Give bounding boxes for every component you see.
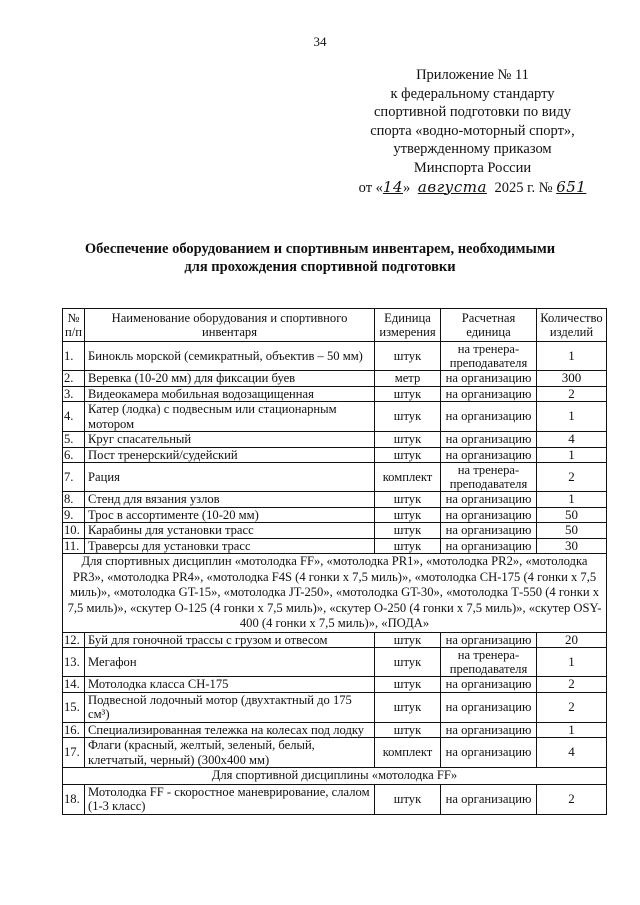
row-unit: штук	[375, 692, 441, 722]
row-name: Круг спасательный	[85, 432, 375, 448]
row-qty: 4	[537, 738, 607, 768]
table-row	[63, 463, 607, 492]
row-num: 4.	[63, 402, 85, 432]
row-unit: штук	[375, 507, 441, 523]
header-calc: Расчетная единица	[441, 309, 537, 342]
row-num: 14.	[63, 677, 85, 693]
row-qty: 1	[537, 492, 607, 508]
table-row	[63, 447, 607, 463]
row-name: Флаги (красный, желтый, зеленый, белый, клетчатый, черный) (300х400 мм)	[85, 738, 375, 768]
row-qty: 2	[537, 784, 607, 814]
title-line: Обеспечение оборудованием и спортивным инвентарем, необходимыми	[84, 241, 556, 257]
row-name: Пост тренерский/судейский	[85, 447, 375, 463]
section-row	[63, 768, 607, 785]
section-heading: Для спортивных дисциплин «мотолодка FF», «мотолодка PR1», «мотолодка PR2», «мотолодка PR3», «мотолодка PR4», «мотолодка F4S (4 гонки х 7,5 миль)», «мотолодка СН-175 (4 гонки х 7,5 миль)», «мотолодка GT-15», «мотолодка JT-250», «мотолодка GT-30», «мотолодка Т-550 (4 гонки х 7,5 миль)», «скутер О-125 (4 гонки х 7,5 миль)», «скутер О-250 (4 гонки х 7,5 миль)», «скутер OSY-400 (4 гонки х 7,5 миль)», «ПОДА»	[63, 554, 607, 633]
row-qty: 30	[537, 538, 607, 554]
row-unit: комплект	[375, 463, 441, 492]
appendix-date-line	[340, 178, 605, 198]
row-calc	[441, 342, 537, 371]
row-unit: метр	[375, 371, 441, 387]
table-row	[63, 371, 607, 387]
table-row	[63, 523, 607, 539]
row-qty: 1	[537, 447, 607, 463]
row-qty: 1	[537, 722, 607, 738]
row-qty: 300	[537, 371, 607, 387]
row-name: Буй для гоночной трассы с грузом и отвесом	[85, 632, 375, 648]
row-num: 13.	[63, 648, 85, 677]
row-name: Стенд для вязания узлов	[85, 492, 375, 508]
table-row	[63, 492, 607, 508]
row-qty: 2	[537, 386, 607, 402]
row-name: Мотолодка FF - скоростное маневрирование, слалом (1-3 класс)	[85, 784, 375, 814]
table-row	[63, 632, 607, 648]
header-name: Наименование оборудования и спортивного инвентаря	[85, 309, 375, 342]
row-calc: на организацию	[441, 507, 537, 523]
title-line: для прохождения спортивной подготовки	[184, 259, 456, 275]
equipment-table	[62, 308, 607, 815]
row-calc: на организацию	[441, 722, 537, 738]
row-calc	[441, 648, 537, 677]
document-title	[0, 240, 640, 276]
row-unit: комплект	[375, 738, 441, 768]
row-num: 12.	[63, 632, 85, 648]
table-row	[63, 648, 607, 677]
row-calc: на организацию	[441, 692, 537, 722]
row-calc: на организацию	[441, 492, 537, 508]
row-num: 1.	[63, 342, 85, 371]
appendix-line: спортивной подготовки по виду	[374, 104, 571, 121]
row-unit: штук	[375, 538, 441, 554]
date-month-handwritten: августа	[417, 177, 487, 196]
appendix-line: Приложение № 11	[416, 67, 529, 83]
row-name: Бинокль морской (семикратный, объектив – 50 мм)	[85, 342, 375, 371]
table-row	[63, 692, 607, 722]
appendix-line: Минспорта России	[413, 159, 532, 176]
row-name: Карабины для установки трасс	[85, 523, 375, 539]
header-qty: Количество изделий	[537, 309, 607, 342]
row-qty: 1	[537, 648, 607, 677]
row-qty: 2	[537, 463, 607, 492]
row-qty: 4	[537, 432, 607, 448]
row-num: 16.	[63, 722, 85, 738]
row-qty: 1	[537, 402, 607, 432]
row-name: Катер (лодка) с подвесным или стационарным мотором	[85, 402, 375, 432]
row-calc: на организацию	[441, 784, 537, 814]
row-name: Видеокамера мобильная водозащищенная	[85, 386, 375, 402]
row-name: Подвесной лодочный мотор (двухтактный до 175 см³)	[85, 692, 375, 722]
row-qty: 2	[537, 692, 607, 722]
row-unit: штук	[375, 648, 441, 677]
row-calc: на организацию	[441, 738, 537, 768]
table-row	[63, 538, 607, 554]
row-num: 11.	[63, 538, 85, 554]
appendix-line: утвержденному приказом	[393, 141, 552, 158]
row-num: 3.	[63, 386, 85, 402]
row-calc: на организацию	[441, 523, 537, 539]
row-calc: на организацию	[441, 402, 537, 432]
row-unit: штук	[375, 722, 441, 738]
row-num: 17.	[63, 738, 85, 768]
row-name: Траверсы для установки трасс	[85, 538, 375, 554]
table-row	[63, 386, 607, 402]
row-num: 8.	[63, 492, 85, 508]
appendix-line: к федеральному стандарту	[390, 85, 555, 102]
row-qty: 1	[537, 342, 607, 371]
row-unit: штук	[375, 432, 441, 448]
row-calc-text: на тренера-преподавателя	[449, 463, 528, 491]
row-qty: 50	[537, 523, 607, 539]
row-unit: штук	[375, 492, 441, 508]
row-calc-text: на тренера-преподавателя	[449, 342, 528, 370]
row-num: 5.	[63, 432, 85, 448]
row-calc: на организацию	[441, 386, 537, 402]
table-row	[63, 432, 607, 448]
table-row	[63, 402, 607, 432]
row-qty: 50	[537, 507, 607, 523]
date-day-handwritten: 14	[382, 177, 404, 196]
date-year: 2025 г. №	[494, 179, 553, 196]
table-row	[63, 738, 607, 768]
section-row	[63, 554, 607, 633]
row-name: Веревка (10-20 мм) для фиксации буев	[85, 371, 375, 387]
header-num: № п/п	[63, 309, 85, 342]
row-calc: на организацию	[441, 677, 537, 693]
table-row	[63, 722, 607, 738]
header-unit: Единица измерения	[375, 309, 441, 342]
row-calc	[441, 463, 537, 492]
table-row	[63, 784, 607, 814]
row-unit: штук	[375, 523, 441, 539]
row-num: 7.	[63, 463, 85, 492]
table-row	[63, 677, 607, 693]
page-number: 34	[313, 34, 327, 49]
section-heading: Для спортивной дисциплины «мотолодка FF»	[63, 768, 607, 785]
row-calc: на организацию	[441, 538, 537, 554]
row-unit: штук	[375, 342, 441, 371]
row-name: Мегафон	[85, 648, 375, 677]
row-qty: 2	[537, 677, 607, 693]
row-calc: на организацию	[441, 447, 537, 463]
row-num: 18.	[63, 784, 85, 814]
row-num: 2.	[63, 371, 85, 387]
row-calc: на организацию	[441, 432, 537, 448]
row-num: 9.	[63, 507, 85, 523]
row-unit: штук	[375, 386, 441, 402]
row-name: Рация	[85, 463, 375, 492]
row-unit: штук	[375, 447, 441, 463]
date-mid: »	[403, 179, 411, 196]
row-unit: штук	[375, 784, 441, 814]
date-prefix: от «	[358, 179, 383, 196]
table-row	[63, 507, 607, 523]
row-calc: на организацию	[441, 632, 537, 648]
row-num: 6.	[63, 447, 85, 463]
row-name: Трос в ассортименте (10-20 мм)	[85, 507, 375, 523]
table-row	[63, 342, 607, 371]
row-unit: штук	[375, 632, 441, 648]
row-qty: 20	[537, 632, 607, 648]
row-num: 15.	[63, 692, 85, 722]
row-calc-text: на тренера-преподавателя	[449, 648, 528, 676]
row-num: 10.	[63, 523, 85, 539]
row-unit: штук	[375, 677, 441, 693]
appendix-block	[340, 66, 605, 197]
appendix-line: спорта «водно-моторный спорт»,	[370, 122, 575, 139]
row-name: Специализированная тележка на колесах под лодку	[85, 722, 375, 738]
order-number-handwritten: 651	[556, 177, 587, 196]
row-unit: штук	[375, 402, 441, 432]
row-calc: на организацию	[441, 371, 537, 387]
row-name: Мотолодка класса СН-175	[85, 677, 375, 693]
table-header-row	[63, 309, 607, 342]
